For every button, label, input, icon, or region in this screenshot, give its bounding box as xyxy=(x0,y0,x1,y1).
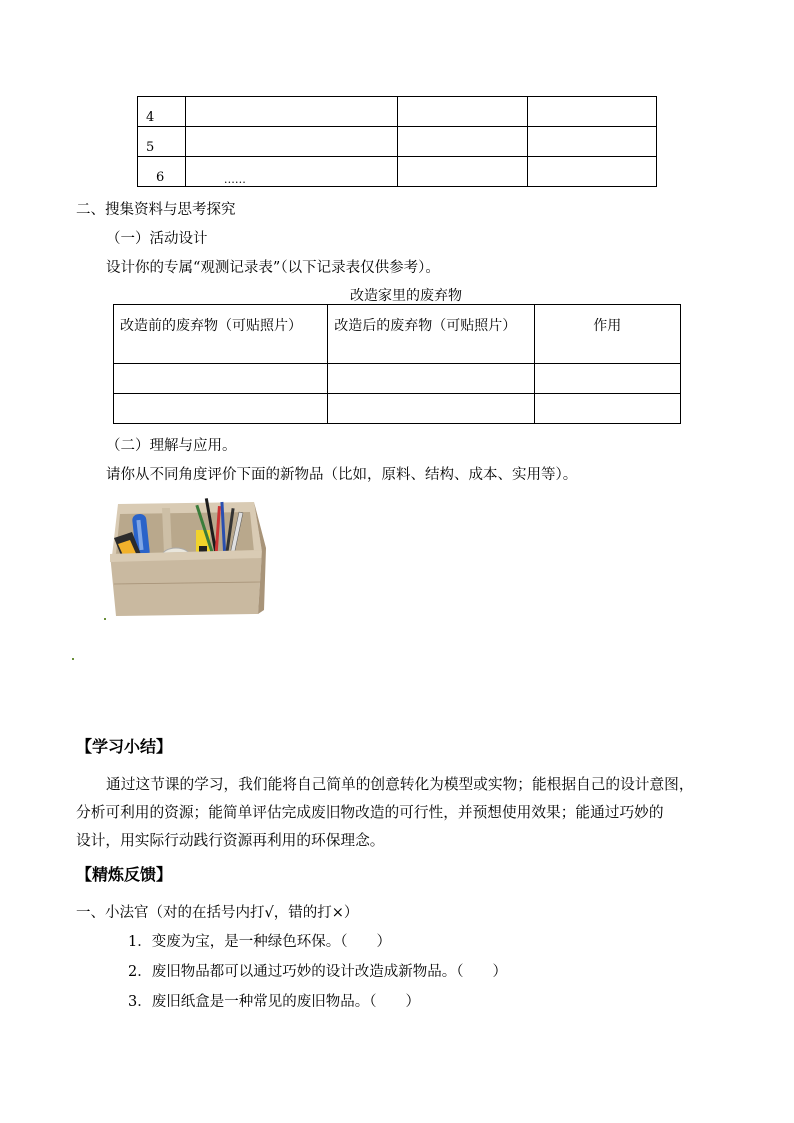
summary-line: 通过这节课的学习，我们能将自己简单的创意转化为模型或实物；能根据自己的设计意图， xyxy=(106,776,694,793)
cardboard-pen-holder-photo xyxy=(104,492,266,618)
feedback-item: 3．废旧纸盒是一种常见的废旧物品。（ ） xyxy=(128,994,420,1010)
row-number: 4 xyxy=(146,110,155,125)
instruction-text: 设计你的专属“观测记录表”（以下记录表仅供参考）。 xyxy=(106,260,440,276)
question-text: 请你从不同角度评价下面的新物品（比如，原料、结构、成本、实用等）。 xyxy=(106,467,578,483)
ellipsis-text: …… xyxy=(223,173,246,186)
feedback-heading: 【精炼反馈】 xyxy=(76,865,173,884)
top-table xyxy=(137,96,657,187)
subsection-activity-design: （一）活动设计 xyxy=(106,231,208,247)
column-header: 改造后的废弃物（可贴照片） xyxy=(334,318,517,334)
row-number: 6 xyxy=(156,170,165,185)
table-header-row xyxy=(114,305,681,364)
subsection-understanding: （二）理解与应用。 xyxy=(106,438,237,454)
table-row xyxy=(138,127,657,157)
table-row xyxy=(114,394,681,424)
row-number: 5 xyxy=(146,140,155,155)
column-header: 改造前的废弃物（可贴照片） xyxy=(120,318,302,334)
section-heading: 二、搜集资料与思考探究 xyxy=(76,202,236,218)
small-dot xyxy=(104,618,106,620)
feedback-part-title: 一、小法官（对的在括号内打√，错的打×） xyxy=(76,905,359,921)
feedback-item: 1．变废为宝，是一种绿色环保。（ ） xyxy=(128,934,391,950)
summary-heading: 【学习小结】 xyxy=(76,737,173,756)
record-table xyxy=(113,304,681,424)
table-row xyxy=(138,97,657,127)
feedback-item: 2．废旧物品都可以通过巧妙的设计改造成新物品。（ ） xyxy=(128,964,507,980)
summary-line: 设计，用实际行动践行资源再利用的环保理念。 xyxy=(76,832,385,849)
table-row xyxy=(114,364,681,394)
table-row xyxy=(138,157,657,187)
summary-line: 分析可利用的资源；能简单评估完成废旧物改造的可行性，并预想使用效果；能通过巧妙的 xyxy=(76,804,664,821)
small-dot xyxy=(72,658,74,660)
column-header: 作用 xyxy=(593,318,622,334)
table-title: 改造家里的废弃物 xyxy=(350,288,462,304)
